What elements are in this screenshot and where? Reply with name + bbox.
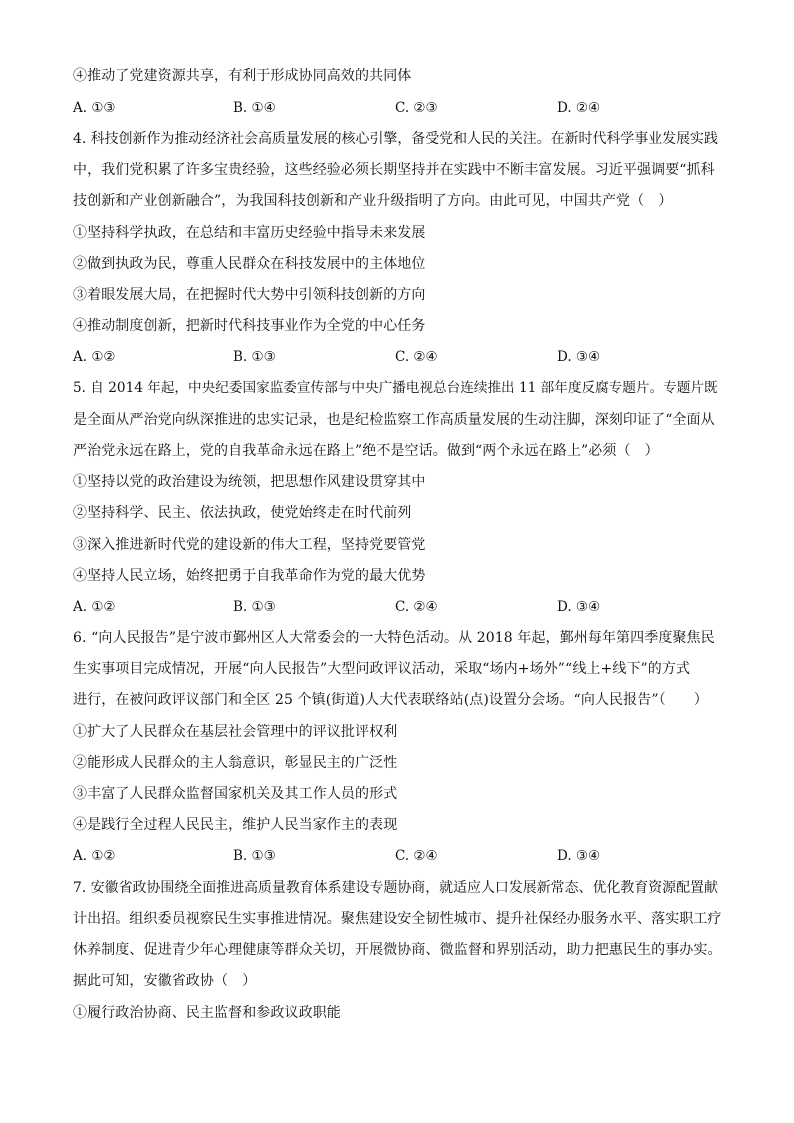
q5-option-a: A. ①② (73, 599, 116, 615)
q6-options (73, 847, 723, 865)
q4-stem-line-1: 4. 科技创新作为推动经济社会高质量发展的核心引擎，备受党和人民的关注。在新时代科学事业发展实践 (73, 131, 718, 147)
q7-item-1: ①履行政治协商、民主监督和参政议政职能 (73, 1005, 341, 1021)
q6-option-d: D. ③④ (557, 848, 601, 864)
q7-stem-line-3: 休养制度、促进青少年心理健康等群众关切，开展微协商、微监督和界别活动，助力把惠民生的事办实。 (73, 942, 722, 958)
q6-item-2: ②能形成人民群众的主人翁意识，彰显民主的广泛性 (73, 755, 398, 771)
q6-stem-line-3: 进行，在被问政评议部门和全区 25 个镇(街道)人大代表联络站(点)设置分会场。“向人民报告”（ ） (73, 692, 708, 708)
q4-option-a: A. ①② (73, 349, 116, 365)
q3-option-d: D. ②④ (557, 100, 601, 116)
q6-option-b: B. ①③ (233, 848, 276, 864)
q7-stem-line-2: 计出招。组织委员视察民生实事推进情况。聚焦建设安全韧性城市、提升社保经办服务水平、落实职工疗 (73, 911, 722, 927)
q4-item-1: ①坚持科学执政，在总结和丰富历史经验中指导未来发展 (73, 225, 426, 241)
q5-stem-line-2: 是全面从严治党向纵深推进的忠实记录，也是纪检监察工作高质量发展的生动注脚，深刻印证了“全面从 (73, 412, 715, 428)
q4-options (73, 348, 723, 366)
q4-item-3: ③着眼发展大局，在把握时代大势中引领科技创新的方向 (73, 287, 426, 303)
q5-stem-line-3: 严治党永远在路上，党的自我革命永远在路上”绝不是空话。做到“两个永远在路上”必须（ ） (73, 443, 659, 459)
q7-stem-line-1: 7. 安徽省政协围绕全面推进高质量教育体系建设专题协商，就适应人口发展新常态、优化教育资源配置献 (73, 880, 718, 896)
q6-stem-line-2: 生实事项目完成情况，开展“向人民报告”大型问政评议活动，采取“场内+场外”“线上+线下”的方式 (73, 661, 691, 677)
q5-option-b: B. ①③ (233, 599, 276, 615)
q4-option-d: D. ③④ (557, 349, 601, 365)
q6-item-1: ①扩大了人民群众在基层社会管理中的评议批评权利 (73, 724, 398, 740)
q5-item-1: ①坚持以党的政治建设为统领，把思想作风建设贯穿其中 (73, 474, 426, 490)
q3-option-a: A. ①③ (73, 100, 116, 116)
q5-item-3: ③深入推进新时代党的建设新的伟大工程，坚持党要管党 (73, 537, 426, 553)
q3-item-4: ④推动了党建资源共享，有利于形成协同高效的共同体 (73, 68, 412, 84)
q6-option-a: A. ①② (73, 848, 116, 864)
q4-item-4: ④推动制度创新，把新时代科技事业作为全党的中心任务 (73, 318, 426, 334)
q5-stem-line-1: 5. 自 2014 年起，中央纪委国家监委宣传部与中央广播电视总台连续推出 11 部年度反腐专题片。专题片既 (73, 380, 718, 396)
q4-stem-line-3: 技创新和产业创新融合”，为我国科技创新和产业升级指明了方向。由此可见，中国共产党（ ） (73, 193, 673, 209)
q5-options (73, 598, 723, 616)
q6-option-c: C. ②④ (395, 848, 438, 864)
q3-option-c: C. ②③ (395, 100, 438, 116)
q4-option-c: C. ②④ (395, 349, 438, 365)
q5-item-4: ④坚持人民立场，始终把勇于自我革命作为党的最大优势 (73, 568, 426, 584)
q4-stem-line-2: 中，我们党积累了许多宝贵经验，这些经验必须长期坚持并在实践中不断丰富发展。习近平强调要“抓科 (73, 162, 715, 178)
q4-option-b: B. ①③ (233, 349, 276, 365)
q3-option-b: B. ①④ (233, 100, 276, 116)
q6-item-3: ③丰富了人民群众监督国家机关及其工作人员的形式 (73, 786, 398, 802)
q5-option-c: C. ②④ (395, 599, 438, 615)
q5-option-d: D. ③④ (557, 599, 601, 615)
q3-options (73, 99, 723, 117)
q6-stem-line-1: 6. “向人民报告”是宁波市鄞州区人大常委会的一大特色活动。从 2018 年起，鄞州每年第四季度聚焦民 (73, 630, 715, 646)
q6-item-4: ④是践行全过程人民民主，维护人民当家作主的表现 (73, 817, 398, 833)
q5-item-2: ②坚持科学、民主、依法执政，使党始终走在时代前列 (73, 505, 412, 521)
q7-stem-line-4: 据此可知，安徽省政协（ ） (73, 973, 257, 989)
q4-item-2: ②做到执政为民，尊重人民群众在科技发展中的主体地位 (73, 256, 426, 272)
